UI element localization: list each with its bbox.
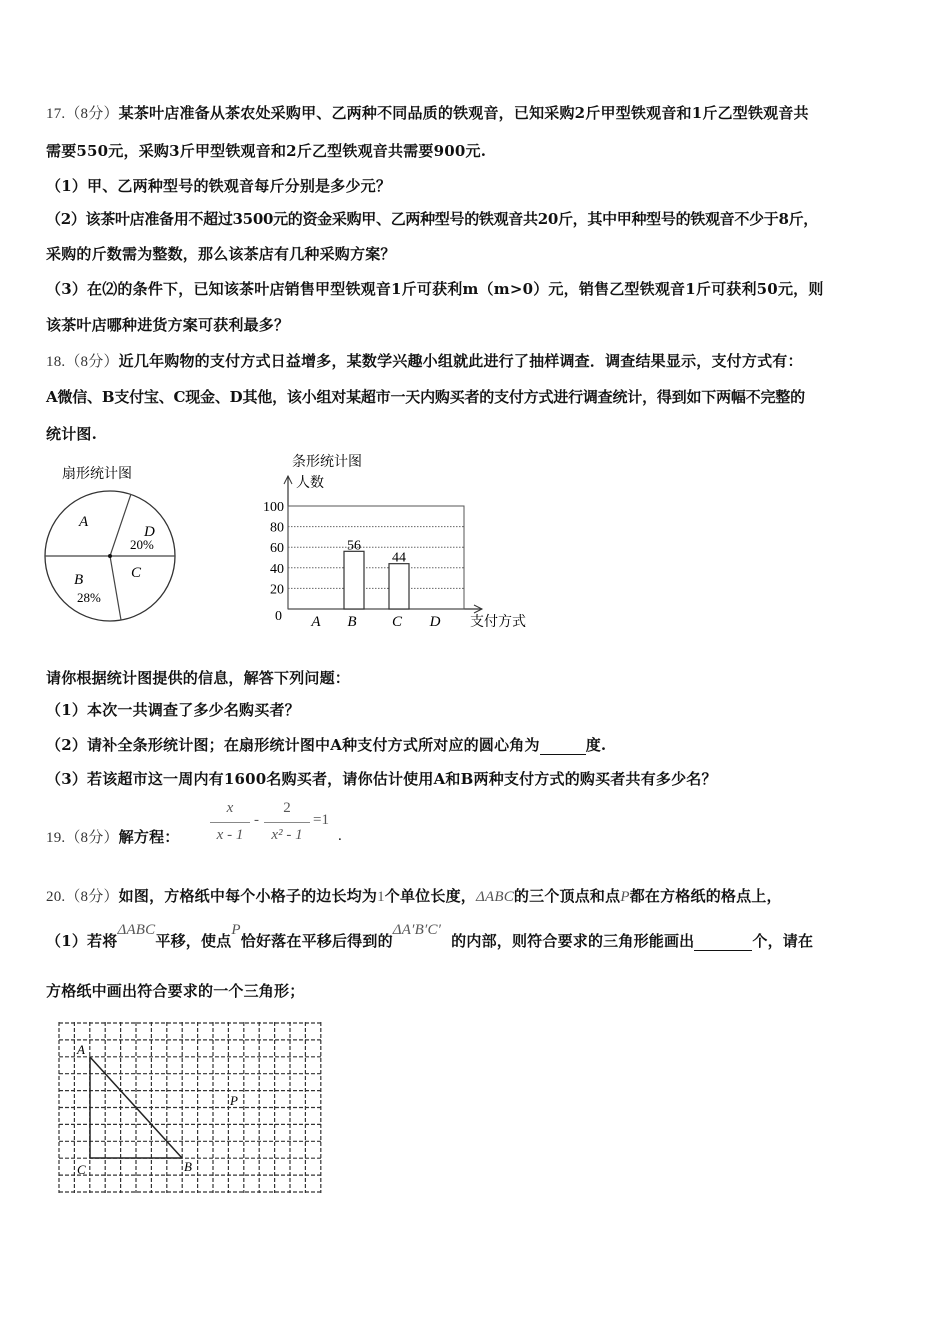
grid-paper-figure: [55, 1018, 330, 1200]
fraction1-denominator: x - 1: [216, 827, 244, 843]
q19-line: 19.（8分）解方程：: [46, 828, 180, 846]
minus-sign: -: [254, 812, 259, 828]
bar-value-label: 44: [392, 550, 406, 566]
fraction2-denominator: x² - 1: [271, 827, 303, 843]
q18-line1: 18.（8分）近几年购物的支付方式日益增多，某数学兴趣小组就此进行了抽样调查．调查结果显示，支付方式有：: [46, 352, 803, 370]
vertex-c: C: [77, 1162, 86, 1177]
vertex-b: B: [184, 1159, 192, 1174]
fraction2-numerator: 2: [283, 800, 291, 816]
q20-part1-cont: 方格纸中画出符合要求的一个三角形；: [46, 982, 305, 1000]
q17-line2: 需要550元，采购3斤甲型铁观音和2斤乙型铁观音共需要900元.: [46, 142, 487, 160]
x-tick-label: D: [429, 614, 441, 630]
bar-b: [344, 551, 364, 609]
pie-label-d: D: [144, 524, 155, 540]
point-p: P: [230, 1093, 238, 1108]
pie-label-b: B: [74, 572, 84, 588]
pie-chart: [45, 465, 175, 621]
bar-title: 条形统计图: [292, 455, 362, 470]
bar-xlabel: 支付方式: [470, 615, 526, 630]
plot-frame: [288, 506, 464, 609]
fraction1-numerator: x: [226, 800, 234, 816]
x-tick-label: C: [391, 614, 403, 630]
fraction-bar: [264, 822, 310, 823]
q18-part1: （1）本次一共调查了多少名购买者？: [46, 701, 300, 719]
equation-rhs: =1: [313, 812, 329, 828]
q18-part2: （2）请补全条形统计图；在扇形统计图中A种支付方式所对应的圆心角为 度.: [46, 736, 607, 754]
q20-line1: 20.（8分）如图，方格纸中每个小格子的边长均为1个单位长度，ΔABC的三个顶点和点P都在方格纸的格点上，: [46, 887, 782, 905]
pie-label-a: A: [79, 514, 89, 530]
y-tick-label: 60: [270, 541, 284, 557]
answer-blank[interactable]: [540, 736, 586, 755]
q20-part1: （1）若将ΔABC平移，使点P恰好落在平移后得到的ΔA′B′C′的内部，则符合要求的三角形能画出 个，请在: [46, 922, 814, 950]
period: .: [338, 828, 342, 844]
y-tick-label: 20: [270, 582, 284, 598]
q18-line3: 统计图.: [46, 425, 98, 443]
q18-part3: （3）若该超市这一周内有1600名购买者，请你估计使用A和B两种支付方式的购买者共有多少名？: [46, 770, 717, 788]
pie-center: [108, 554, 112, 558]
bar-chart: [263, 453, 526, 630]
fraction-bar: [210, 822, 250, 823]
charts-figure: [0, 440, 560, 640]
bar-c: [389, 564, 409, 609]
pie-divider: [110, 556, 121, 620]
q17-part3a: （3）在⑵的条件下，已知该茶叶店销售甲型铁观音1斤可获利m（m>0）元，销售乙型铁观音1斤可获利50元，则: [46, 280, 824, 298]
pie-value-d: 20%: [130, 537, 154, 552]
q17-part3b: 该茶叶店哪种进货方案可获利最多？: [46, 316, 290, 334]
q17-part2a: （2）该茶叶店准备用不超过3500元的资金采购甲、乙两种型号的铁观音共20斤，其中甲种型号的铁观音不少于8斤，: [46, 210, 819, 228]
bar-ylabel: 人数: [296, 476, 324, 491]
pie-title: 扇形统计图: [62, 467, 132, 482]
q18-intro: 请你根据统计图提供的信息，解答下列问题：: [46, 669, 351, 687]
y-tick-label: 100: [263, 500, 284, 515]
answer-blank[interactable]: [694, 932, 752, 951]
q17-line1: 17.（8分）某茶叶店准备从茶农处采购甲、乙两种不同品质的铁观音，已知采购2斤甲型铁观音和1斤乙型铁观音共: [46, 104, 809, 122]
vertex-a: A: [77, 1042, 85, 1057]
bar-value-label: 56: [347, 538, 361, 554]
q17-part2b: 采购的斤数需为整数，那么该茶店有几种采购方案？: [46, 245, 396, 263]
q17-part1: （1）甲、乙两种型号的铁观音每斤分别是多少元？: [46, 177, 392, 195]
pie-divider: [110, 494, 131, 556]
pie-value-b: 28%: [77, 590, 101, 605]
y-tick-label: 40: [270, 561, 284, 577]
q18-line2: A微信、B支付宝、C现金、D其他，该小组对某超市一天内购买者的支付方式进行调查统计，得到如下两幅不完整的: [46, 388, 805, 406]
x-tick-label: A: [311, 614, 321, 630]
y-tick-label: 80: [270, 520, 284, 536]
y-tick-label: 0: [275, 609, 282, 624]
pie-label-c: C: [131, 565, 142, 581]
x-tick-label: B: [347, 614, 357, 630]
